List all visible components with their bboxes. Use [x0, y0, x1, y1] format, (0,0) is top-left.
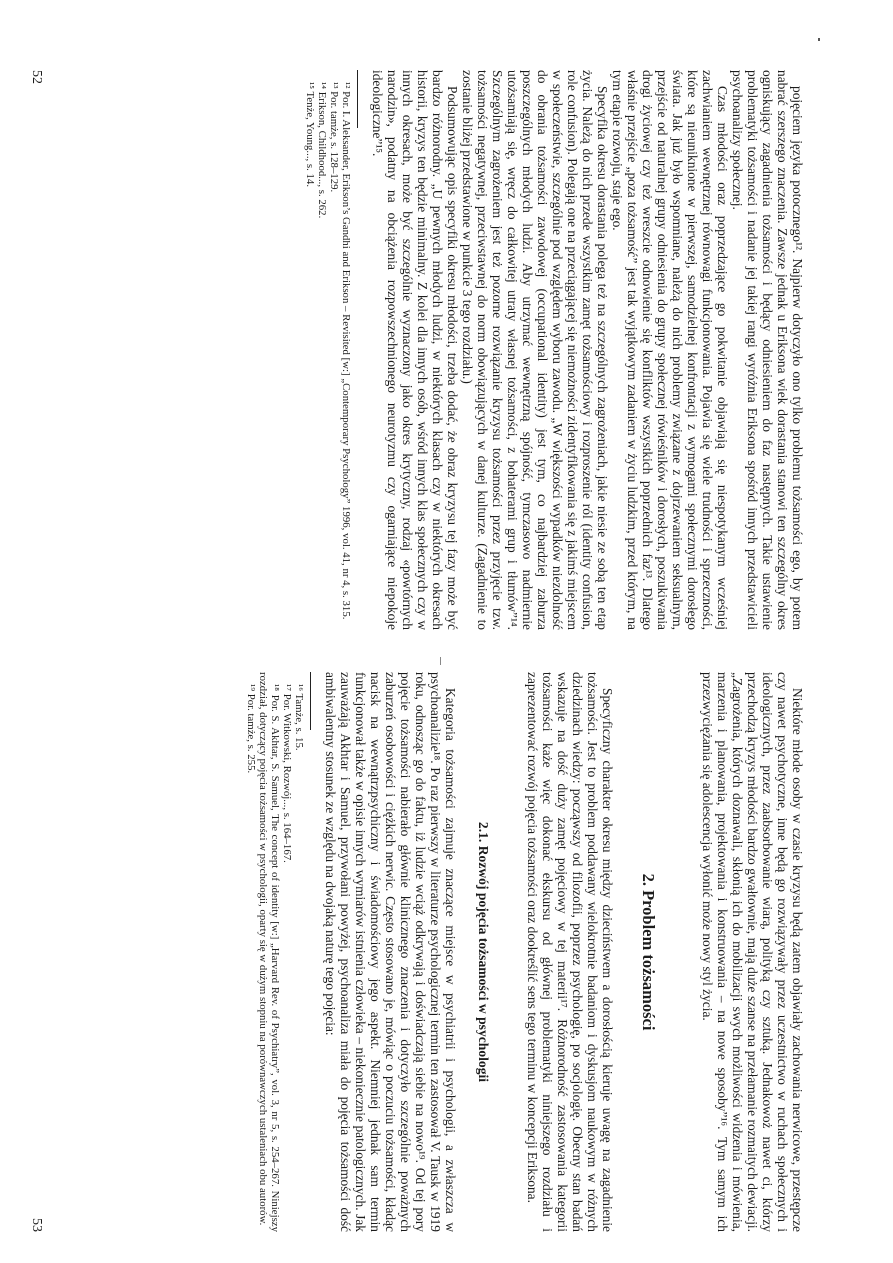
paragraph: Specyfika okresu dorastania polega też na szczególnych zagrożeniach, jakie niesie ze sobą ten etap życia. Należą do nich przede wszystkim zamęt tożsamościowy i rozproszenie ról (identity confusion, role confusion). Polegają one na przeciągającej się niemożności zidentyfikowania się z jakimś miejscem w społeczeństwie, szczególnie pod względem wyboru zawodu. „W większości wypadków niezdolność do obrania tożsamości zawodowej (occupational identity) jest tym, co najbardziej zaburza poszczególnych młodych ludzi. Aby utrzymać wewnętrzną spójność, tymczasowo nadmiernie utożsamiają się, wręcz do całkowitej utraty własnej tożsamości, z bohaterami grup i tłumów”¹⁴. Szczególnym zagrożeniem jest też pozorne rozwiązanie kryzysu tożsamości przez przyjęcie tzw. tożsamości negatywnej, przeciwstawnej do norm obowiązujących w danej kulturze. (Zagadnienie to zostanie bliżej przedstawione w punkcie 3 tego rozdziału.) [460, 70, 610, 630]
page-number: 53 [29, 1218, 44, 1232]
scan-mark [818, 38, 820, 41]
subsection-heading: 2.1. Rozwój pojęcia tożsamości w psychologii [476, 821, 491, 1083]
paragraph: Kategoria tożsamości zajmuje znaczące miejsce w psychiatrii i psychologii, a zwłaszcza w psychoanalizie¹⁸. Po raz pierwszy w literaturze psychologicznej termin ten zastosował V. Tausk w 1919 roku, odnosząc go do faktu, iż ludzie wciąż odkrywają i doświadczają siebie na nowo¹⁹. Od tej pory pojęcie tożsamości nabierało głównie klinicznego znaczenia i dotyczyło szczególnie poważnych zaburzeń osobowości i ciężkich nerwic. Często stosowano je, mówiąc o poczuciu tożsamości, kładąc nacisk na wewnątrzpsychiczny i świadomościowy jego aspekt. Niemniej jednak sam termin funkcjonował także w opisie innych wymiarów istnienia człowieka – niekoniecznie patologicznych. Jak zauważają Akhtar i Samuel, przywołani powyżej, psychoanaliza miała do pojęcia tożsamości dość ambiwalentny stosunek ze względu na dwojaką naturę tego pojęcia: [323, 672, 458, 1232]
footnote: ¹⁶ Tamże, s. 15. [293, 684, 305, 751]
left-footnotes [304, 70, 352, 630]
footnote: ¹⁵ Tenże, Young..., s. 14. [304, 82, 316, 188]
paragraph: Podsumowując opis specyfiki okresu młodości, trzeba dodać, że obraz kryzysu tej fazy może być bardzo różnorodny. „U pewnych młodych ludzi, w niektórych klasach czy w niektórych okresach historii, kryzys ten będzie minimalny. Z kolei dla innych osób, wśród innych klas społecznych czy w innych okresach, może być szczególnie wyznaczony jako okres krytyczny, rodzaj «powtórnych narodzin», podatny na obciążenia rozpowszechnionego neurotyzmu czy ogarniające niepokoje ideologiczne”¹⁵. [370, 70, 460, 630]
footnote: ¹⁴ Erikson, Childhood..., s. 262. [316, 82, 328, 219]
right-page [15, 672, 805, 1232]
footnote-divider [357, 70, 358, 128]
left-page [15, 70, 805, 630]
footnote: ¹³ Por. tamże, s. 128–129. [328, 82, 340, 193]
section-heading: 2. Problem tożsamości [639, 873, 658, 1031]
paragraph: Niektóre młode osoby w czasie kryzysu będą zatem objawiały zachowania nerwicowe, przestępcze czy nawet psychotyczne, inne będą go rozwiązywały przez uczestnictwo w ruchach społecznych i ideologicznych, przez zaabsorbowanie wiarą, polityką czy sztuką. Jednakowoż nawet ci, którzy przechodzą kryzys młodości bardzo gwałtownie, mają duże szanse na przełamanie rozmaitych dewiacji. „Zagrożenia, których doznawali, skłonią ich do mobilizacji swych możliwości widzenia i mówienia, marzenia i planowania, projektowania i konstruowania – na nowe sposoby”¹⁶. Tym samym ich przezwyciężania się adolescencja wyłonić może nowy styl życia. [700, 672, 805, 1232]
paragraph: Specyficzny charakter okresu między dzieciństwem a dorosłością kieruje uwagę na zagadnienie tożsamości. Jest to problem poddawany wielokrotnie badaniom i dyskusjom naukowym w różnych dziedzinach wiedzy: począwszy od filozofii, poprzez psychologię, po socjologię. Obecny stan badań wskazuje na dość duży zamęt pojęciowy w tej materii¹⁷. Różnorodność zastosowania kategorii tożsamości każe więc dokonać ekskursu od głównej problematyki niniejszego rozdziału i zaprezentować rozwój pojęcia tożsamości oraz dookreślić sens tego terminu w koncepcji Eriksona. [525, 672, 615, 1232]
footnote: ¹⁹ Por. tamże, s. 255. [245, 684, 257, 774]
left-page-body [370, 70, 805, 630]
footnote: ¹⁸ Por. S. Akhtar, S. Samuel, The concept of identity [w:] „Harvard Rev. of Psychiatry”, vol. 3, nr 5, s. 254–267. Niniejszy rozdział, dotyczący pojęcia tożsamości w psychologii, oparty się w dużym stopniu na porównawczych ustaleniach obu autorów. [257, 672, 281, 1232]
paragraph: Czas młodości oraz poprzedzające go pokwitanie objawiają się niespotykanym wcześniej zachwianiem wewnętrznej równowagi funkcjonowania. Pojawia się wiele trudności i sprzeczności, które są nieuniknione w pierwszej, samodzielnej konfrontacji z wymogami społecznymi dorosłego świata. Jak już było wspomniane, należą do nich problemy związane z dojrzewaniem seksualnym, przejście od naturalnej grupy odniesienia do grupy społecznej rówieśników i dorosłych, poszukiwania drogi życiowej czy też wreszcie odnowienie się konfliktów wszystkich poprzednich faz¹³. Dlatego właśnie przejście „poza tożsamość” jest tak wyjątkowym zadaniem w życiu ludzkim, przed którym, na tym etapie rozwoju, staje ego. [610, 70, 730, 630]
right-page-body [323, 672, 805, 1232]
right-footnotes [245, 672, 305, 1232]
footnote: ¹² Por. I. Aleksander, Erikson’s Gandhi and Erikson – Revisited [w:] „Contemporary Psychology” 1996, vol. 41, nr 4, s. 315. [340, 82, 352, 620]
scan-mark [440, 657, 441, 665]
page-number: 52 [29, 70, 44, 84]
footnote: ¹⁷ Por. Witkowski, Rozwój..., s. 164–167. [281, 684, 293, 863]
paragraph: pojęciem języka potocznego¹². Najpierw dotyczyło ono tylko problemu tożsamości ego, by potem nabrać szerszego znaczenia. Zawsze jednak u Eriksona wiek dorastania stanowi ten szczególny okres ogniskujący zagadnienia tożsamości i będący odniesieniem do faz następnych. Takie ustawienie problematyki tożsamości i nadanie jej takiej rangi wyróżnia Eriksona spośród innych przedstawicieli psychoanalizy społecznej. [730, 70, 805, 630]
footnote-divider [310, 672, 311, 730]
